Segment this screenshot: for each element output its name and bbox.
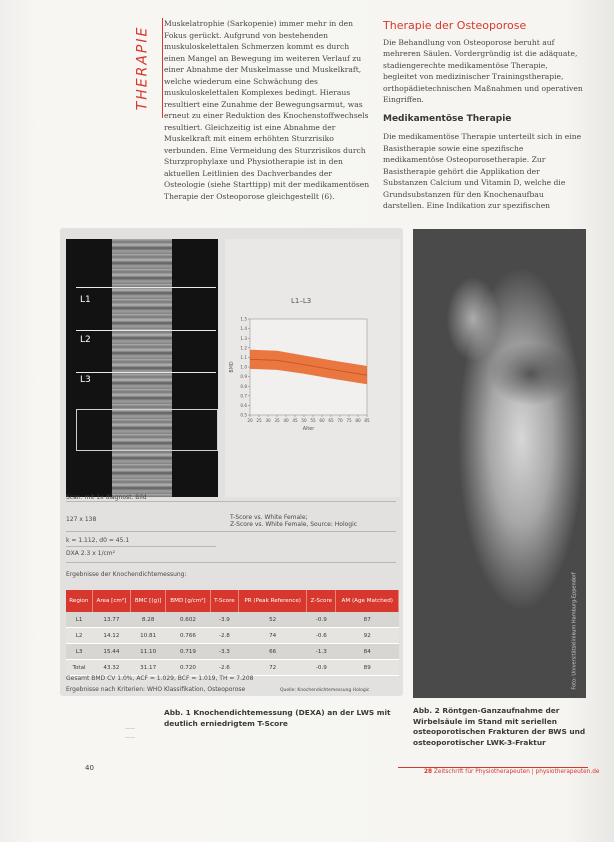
spine-scan-image xyxy=(66,239,218,497)
col-header: BMD [g/cm²] xyxy=(166,590,211,612)
col-header: BMC [(g)] xyxy=(131,590,166,612)
table-cell: 84 xyxy=(336,644,399,660)
dexa-caption: Abb. 1 Knochendichtemessung (DEXA) an der LWS mit deutlich erniedrigtem T-Score xyxy=(164,708,391,728)
footer-rule xyxy=(398,767,588,768)
table-cell: -2.6 xyxy=(210,660,238,676)
table-cell: 89 xyxy=(336,660,399,676)
table-cell: L2 xyxy=(66,628,92,644)
y-tick-label: 1.1 xyxy=(240,355,247,360)
registration-mark xyxy=(125,728,135,738)
divider xyxy=(66,531,396,532)
table-cell: -1.3 xyxy=(307,644,336,660)
y-tick-label: 0.8 xyxy=(240,383,247,389)
divider xyxy=(66,546,216,547)
x-tick-label: 25 xyxy=(256,418,262,423)
table-cell: 10.81 xyxy=(131,628,166,644)
subsection-heading: Medikamentöse Therapie xyxy=(383,113,512,124)
left-text-column xyxy=(164,18,370,202)
table-cell: 14.12 xyxy=(92,628,130,644)
x-tick-label: 40 xyxy=(283,418,289,423)
table-cell: 15.44 xyxy=(92,644,130,660)
roi-line xyxy=(76,330,216,331)
table-cell: 74 xyxy=(239,628,307,644)
table-cell: 72 xyxy=(239,660,307,676)
table-cell: 31.17 xyxy=(131,660,166,676)
table-cell: L1 xyxy=(66,612,92,628)
table-cell: -0.6 xyxy=(307,628,336,644)
xray-caption: Abb. 2 Röntgen-Ganzaufnahme der Wirbelsäule im Stand mit seriellen osteoporotischen Frakturen der BWS und osteoporotischer LWK-3-Fraktur xyxy=(413,706,586,747)
table-row xyxy=(66,628,399,644)
x-tick-label: 30 xyxy=(265,418,271,423)
bmd-reference-chart xyxy=(225,239,400,497)
page-number: 40 xyxy=(85,764,94,772)
x-tick-label: 85 xyxy=(364,418,370,423)
right-paragraph-1: Die Behandlung von Osteoporose beruht auf mehreren Säulen. Vordergründig ist die adäquate, stadiengerechte medikamentöse Therapie, begleitet von medizinischer Trainingstherapie, orthopädietechnischen Maßnahmen und operativen Eingriffen. xyxy=(383,37,583,104)
y-tick-label: 1.3 xyxy=(240,335,247,341)
who-line: Ergebnisse nach Kriterien: WHO Klassifikation, Osteoporose xyxy=(66,686,246,693)
footer xyxy=(424,769,600,775)
y-axis-label: BMD xyxy=(230,361,235,373)
x-tick-label: 45 xyxy=(292,418,298,423)
y-tick-label: 0.5 xyxy=(240,412,247,418)
col-header: Area [cm²] xyxy=(92,590,130,612)
col-header: Z-Score xyxy=(307,590,336,612)
table-cell: 87 xyxy=(336,612,399,628)
xray-credit-text: Foto: Universitätsklinikum Hamburg-Eppendorf xyxy=(572,572,578,690)
table-cell: -3.9 xyxy=(210,612,238,628)
table-cell: -2.8 xyxy=(210,628,238,644)
table-cell: -3.3 xyxy=(210,644,238,660)
x-axis-label: Alter xyxy=(302,427,315,432)
reference-line-1: T-Score vs. White Female; xyxy=(230,514,308,521)
table-row xyxy=(66,644,399,660)
x-tick-label: 35 xyxy=(274,418,280,423)
y-tick-label: 1.2 xyxy=(240,345,247,351)
table-cell: 66 xyxy=(239,644,307,660)
left-paragraph: Muskelatrophie (Sarkopenie) immer mehr in den Fokus gerückt. Aufgrund von bestehenden muskuloskelettalen Schmerzen kommt es durch einen Mangel an Bewegung im weiteren Verlauf zu einer Abnahme der Muskelmasse und Muskelkraft, welche wiederum eine Schwächung des muskuloskelettalen Komplexes bedingt. Hieraus resultiert eine Zunahme der Bewegungsarmut, was erneut zu einer Reduktion des Knochenstoffwechsels resultiert. Gleichzeitig ist eine Abnahme der Muskelkraft mit einem erhöhten Sturzrisiko verbunden. Eine Vermeidung des Sturzrisikos durch Sturzprophylaxe und Physiotherapie ist in den aktuellen Leitlinien des Dachverbandes der Osteologie (siehe Starttipp) mit der medikamentösen Therapie der Osteoporose gleichgestellt (6). xyxy=(164,19,370,201)
table-cell: 0.719 xyxy=(166,644,211,660)
lumbar-column xyxy=(112,239,172,497)
table-row-total xyxy=(66,660,399,676)
vertebra-label-l1: L1 xyxy=(80,295,91,305)
section-heading: Therapie der Osteoporose xyxy=(383,19,527,32)
source-note: Quelle: Knochendichtemessung Hologic xyxy=(280,688,370,693)
x-tick-label: 55 xyxy=(310,418,316,423)
right-text-column xyxy=(383,20,583,212)
roi-line xyxy=(76,287,216,288)
section-label-text: THERAPIE xyxy=(134,25,150,111)
divider xyxy=(66,562,396,563)
section-divider xyxy=(162,18,163,118)
table-row xyxy=(66,612,399,628)
bmd-chart-svg xyxy=(225,239,400,497)
y-tick-label: 0.6 xyxy=(240,403,247,408)
spine-xray-image xyxy=(413,229,586,698)
patient-id: 127 x 138 xyxy=(66,516,97,523)
col-header: T-Score xyxy=(210,590,238,612)
vertebra-label-l2: L2 xyxy=(80,335,91,345)
table-cell: -0.9 xyxy=(307,612,336,628)
table-cell: 0.766 xyxy=(166,628,211,644)
table-cell: 8.28 xyxy=(131,612,166,628)
x-tick-label: 75 xyxy=(346,418,352,423)
x-tick-label: 50 xyxy=(301,418,307,423)
table-cell: 92 xyxy=(336,628,399,644)
reference-line-2: Z-Score vs. White Female, Source: Hologic xyxy=(230,521,358,528)
table-header-row xyxy=(66,590,399,612)
footer-number: 28 xyxy=(424,769,433,775)
dexa-figure xyxy=(60,228,403,696)
roi-line xyxy=(76,372,216,373)
x-tick-label: 70 xyxy=(337,418,343,423)
col-header: Region xyxy=(66,590,92,612)
chart-title: L1–L3 xyxy=(291,297,312,305)
table-cell: 43.32 xyxy=(92,660,130,676)
col-header: AM (Age Matched) xyxy=(336,590,399,612)
table-cell: Total xyxy=(66,660,92,676)
table-cell: 0.602 xyxy=(166,612,211,628)
y-tick-label: 1.4 xyxy=(240,326,247,332)
vertebra-label-l3: L3 xyxy=(80,375,91,385)
col-header: PR (Peak Reference) xyxy=(239,590,307,612)
table-cell: 11.10 xyxy=(131,644,166,660)
table-cell: 13.77 xyxy=(92,612,130,628)
right-paragraph-2: Die medikamentöse Therapie unterteilt sich in eine Basistherapie sowie eine spezifische medikamentöse Osteoporosetherapie. Zur Basistherapie gehört die Applikation der Substanzen Calcium und Vitamin D, welche die Grundsubstanzen für den Knochenaufbau darstellen. Eine Indikation zur spezifischen xyxy=(383,132,582,210)
footer-suffix: | physiotherapeuten.de xyxy=(531,769,600,775)
x-tick-label: 80 xyxy=(355,418,361,423)
ratio: DXA 2.3 x 1/cm² xyxy=(66,550,116,557)
y-tick-label: 0.7 xyxy=(240,393,247,399)
table-cell: L3 xyxy=(66,644,92,660)
xray-credit xyxy=(570,572,580,690)
table-cell: 52 xyxy=(239,612,307,628)
divider xyxy=(66,501,396,502)
x-tick-label: 20 xyxy=(247,418,253,423)
section-label-vertical xyxy=(127,18,157,118)
x-tick-label: 65 xyxy=(328,418,334,423)
roi-box xyxy=(76,409,218,451)
table-cell: 0.720 xyxy=(166,660,211,676)
footer-title: Zeitschrift für Physiotherapeuten xyxy=(433,769,530,775)
scan-mode: Scan: mit 1x diagnost. Bild xyxy=(66,494,147,501)
total-line: Gesamt BMD CV 1.0%, ACF = 1.029, BCF = 1.019, TH = 7.208 xyxy=(66,675,254,682)
bmd-results-table xyxy=(66,590,399,676)
k-value: k = 1.112, d0 = 45.1 xyxy=(66,537,130,544)
table-cell: -0.9 xyxy=(307,660,336,676)
results-heading: Ergebnisse der Knochendichtemessung: xyxy=(66,571,187,578)
x-tick-label: 60 xyxy=(319,418,325,423)
y-tick-label: 1.5 xyxy=(240,316,247,322)
y-tick-label: 1.0 xyxy=(240,364,247,370)
y-tick-label: 0.9 xyxy=(240,374,247,380)
